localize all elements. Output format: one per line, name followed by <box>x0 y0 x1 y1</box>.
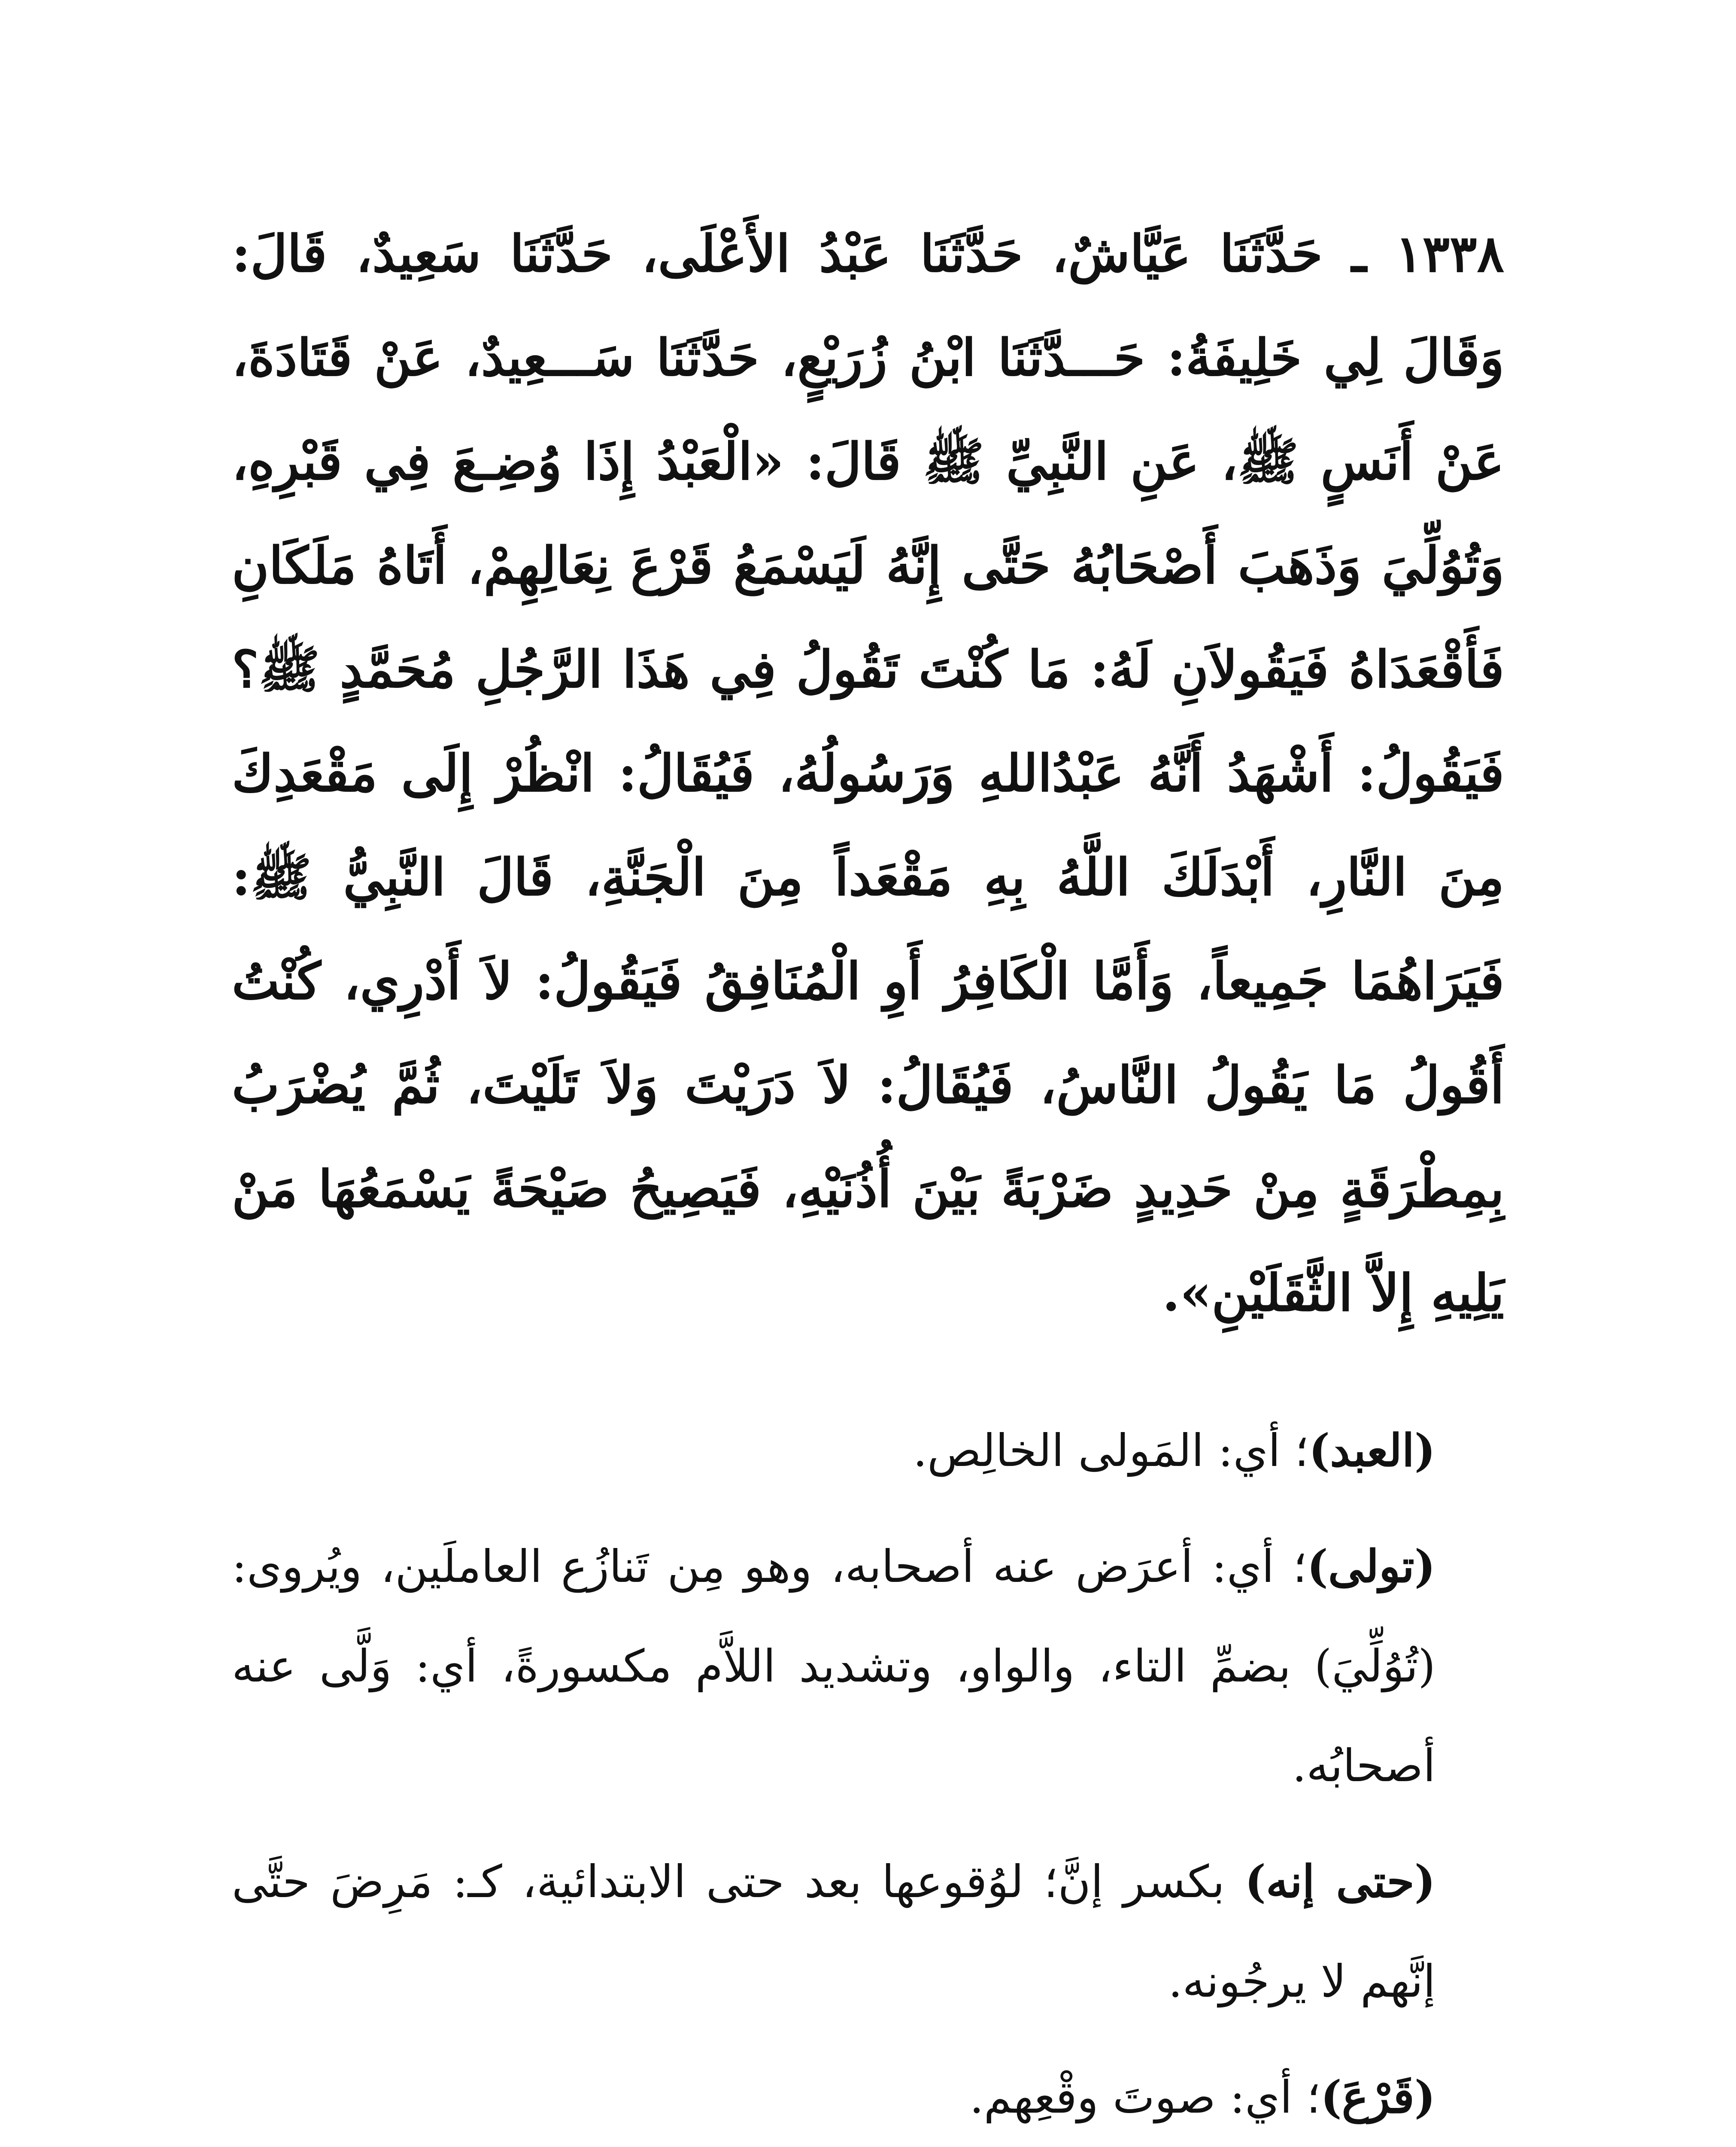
commentary-item <box>232 1517 1504 1816</box>
hadith-text: ١٣٣٨ ـ حَدَّثَنَا عَيَّاشٌ، حَدَّثَنَا عَبْدُ الأَعْلَى، حَدَّثَنَا سَعِيدٌ، قَالَ: وَقَالَ لِي خَلِيفَةُ: حَـــدَّثَنَا ابْنُ زُرَيْعٍ، حَدَّثَنَا سَـــعِيدٌ، عَنْ قَتَادَةَ، عَنْ أَنَسٍ ﷺ، عَنِ النَّبِيِّ ﷺ قَالَ: «الْعَبْدُ إِذَا وُضِـعَ فِي قَبْرِهِ، وَتُوُلِّيَ وَذَهَبَ أَصْحَابُهُ حَتَّى إِنَّهُ لَيَسْمَعُ قَرْعَ نِعَالِهِمْ، أَتَاهُ مَلَكَانِ فَأَقْعَدَاهُ فَيَقُولاَنِ لَهُ: مَا كُنْتَ تَقُولُ فِي هَذَا الرَّجُلِ مُحَمَّدٍ ﷺ؟ فَيَقُولُ: أَشْهَدُ أَنَّهُ عَبْدُاللهِ وَرَسُولُهُ، فَيُقَالُ: انْظُرْ إِلَى مَقْعَدِكَ مِنَ النَّارِ، أَبْدَلَكَ اللَّهُ بِهِ مَقْعَداً مِنَ الْجَنَّةِ، قَالَ النَّبِيُّ ﷺ: فَيَرَاهُمَا جَمِيعاً، وَأَمَّا الْكَافِرُ أَوِ الْمُنَافِقُ فَيَقُولُ: لاَ أَدْرِي، كُنْتُ أَقُولُ مَا يَقُولُ النَّاسُ، فَيُقَالُ: لاَ دَرَيْتَ وَلاَ تَلَيْتَ، ثُمَّ يُضْرَبُ بِمِطْرَقَةٍ مِنْ حَدِيدٍ ضَرْبَةً بَيْنَ أُذُنَيْهِ، فَيَصِيحُ صَيْحَةً يَسْمَعُهَا مَنْ يَلِيهِ إِلاَّ الثَّقَلَيْنِ». <box>232 224 1504 1323</box>
commentary-term: (العبد) <box>1308 1424 1436 1477</box>
commentary-text: بكسر إنَّ؛ لوُقوعها بعد حتى الابتدائية، كـ: مَرِضَ حتَّى إنَّهم لا يرجُونه. <box>232 1855 1436 2007</box>
commentary-item <box>232 1401 1504 1500</box>
commentary-term: (قَرْعَ) <box>1320 2071 1436 2123</box>
hadith-block <box>232 202 1504 1345</box>
commentary-text: ؛ أي: صوتَ وقْعِهم. <box>969 2071 1321 2123</box>
commentary-text: ؛ أي: أعرَض عنه أصحابه، وهو مِن تَنازُع العاملَين، ويُروى: (تُوُلِّيَ) بضمِّ التاء، والواو، وتشديد اللاَّم مكسورةً، أي: وَلَّى عنه أصحابُه. <box>232 1540 1436 1792</box>
page-content <box>232 202 1504 2147</box>
commentary-term: (حتى إنه) <box>1244 1855 1436 1908</box>
commentary-item <box>232 2047 1504 2147</box>
commentary-text: ؛ أي: المَولى الخالِص. <box>913 1424 1309 1477</box>
commentary-block <box>232 1401 1504 2147</box>
commentary-term: (تولى) <box>1307 1540 1436 1593</box>
commentary-item <box>232 1832 1504 2031</box>
